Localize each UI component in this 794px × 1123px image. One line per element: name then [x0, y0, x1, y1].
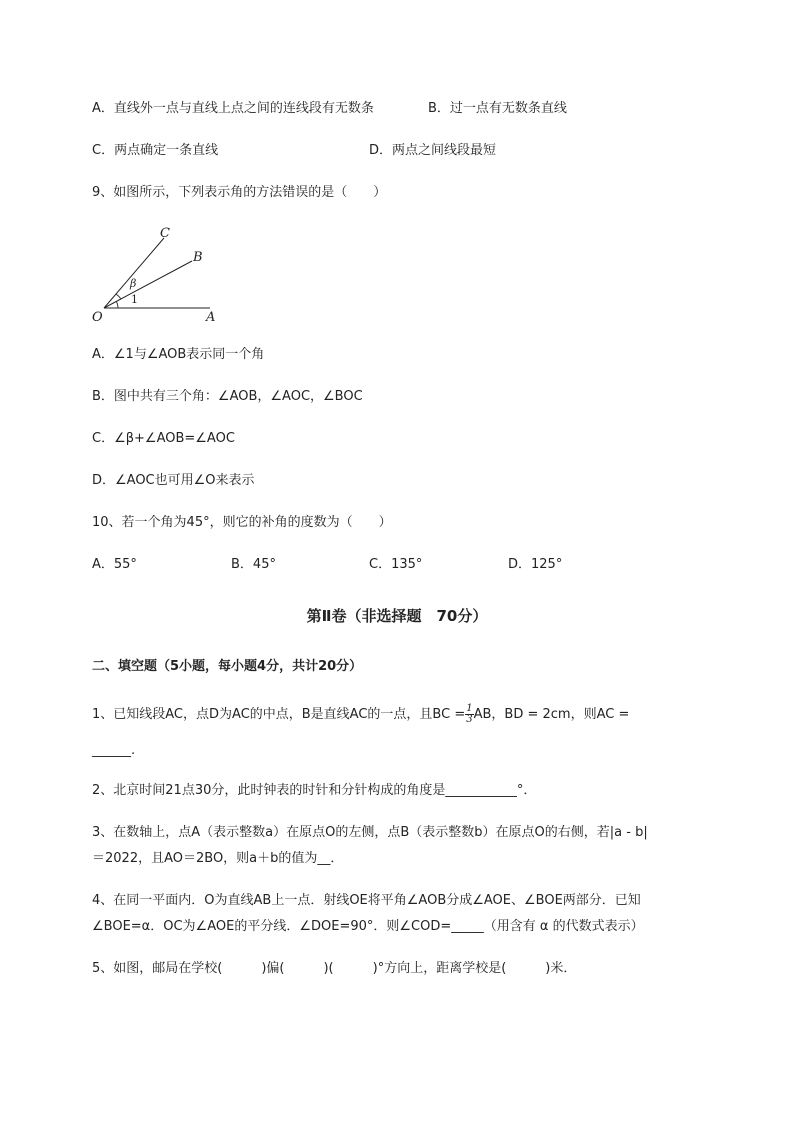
fill-q1 [92, 704, 629, 725]
q10-option-a: A．55° [92, 557, 137, 572]
fill-q1-line2: ______. [92, 743, 136, 758]
section-title: 二、填空题（5小题，每小题4分，共计20分） [92, 659, 363, 674]
q10-option-c: C．135° [369, 557, 423, 572]
q9-option-b: B．图中共有三个角：∠AOB，∠AOC，∠BOC [92, 389, 363, 404]
fill-q1-part1: 1、已知线段AC，点D为AC的中点，B是直线AC的一点，且BC = [92, 707, 466, 722]
fill-q3-line1: 3、在数轴上，点A（表示整数a）在原点O的左侧，点B（表示整数b）在原点O的右侧，若|a - b| [92, 825, 648, 840]
fill-q1-part2: AB，BD = 2cm，则AC = [473, 707, 630, 722]
label-o: O [92, 310, 103, 325]
label-a: A [206, 310, 216, 325]
ray-ob [104, 261, 192, 308]
fraction-numerator: 1 [466, 703, 473, 714]
angle-arc-1 [116, 301, 118, 308]
q10-stem: 10、若一个角为45°，则它的补角的度数为（ ） [92, 515, 392, 530]
angle-arc-beta [116, 294, 121, 299]
label-beta: β [130, 277, 137, 290]
q8-option-d: D．两点之间线段最短 [369, 143, 497, 158]
fill-q2: 2、北京时间21点30分，此时钟表的时针和分针构成的角度是___________°． [92, 783, 537, 798]
part2-title: 第Ⅱ卷（非选择题 70分） [306, 607, 488, 625]
q10-option-b: B．45° [231, 557, 276, 572]
label-b: B [193, 250, 203, 265]
fraction-denominator: 3 [466, 714, 473, 725]
q8-option-b: B．过一点有无数条直线 [428, 101, 567, 116]
q8-option-c: C．两点确定一条直线 [92, 143, 219, 158]
fill-q4-line2: ∠BOE=α．OC为∠AOE的平分线．∠DOE=90°．则∠COD=_____（用含有 α 的代数式表示） [92, 919, 644, 934]
label-c: C [160, 226, 170, 241]
q9-option-a: A．∠1与∠AOB表示同一个角 [92, 347, 265, 362]
q10-option-d: D．125° [508, 557, 563, 572]
fill-q4-line1: 4、在同一平面内．O为直线AB上一点．射线OE将平角∠AOB分成∠AOE、∠BOE两部分．已知 [92, 893, 641, 908]
q8-option-a: A．直线外一点与直线上点之间的连线段有无数条 [92, 101, 374, 116]
angle-figure [88, 222, 228, 326]
q9-option-d: D．∠AOC也可用∠O来表示 [92, 473, 255, 488]
q9-option-c: C．∠β+∠AOB=∠AOC [92, 431, 235, 446]
label-1: 1 [131, 293, 138, 306]
fraction-one-third [465, 704, 473, 725]
q9-stem: 9、如图所示，下列表示角的方法错误的是（ ） [92, 185, 387, 200]
fill-q5: 5、如图，邮局在学校( )偏( )( )°方向上，距离学校是( )米． [92, 961, 577, 976]
fill-q3-line2: ＝2022，且AO＝2BO，则a＋b的值为__． [92, 851, 344, 866]
